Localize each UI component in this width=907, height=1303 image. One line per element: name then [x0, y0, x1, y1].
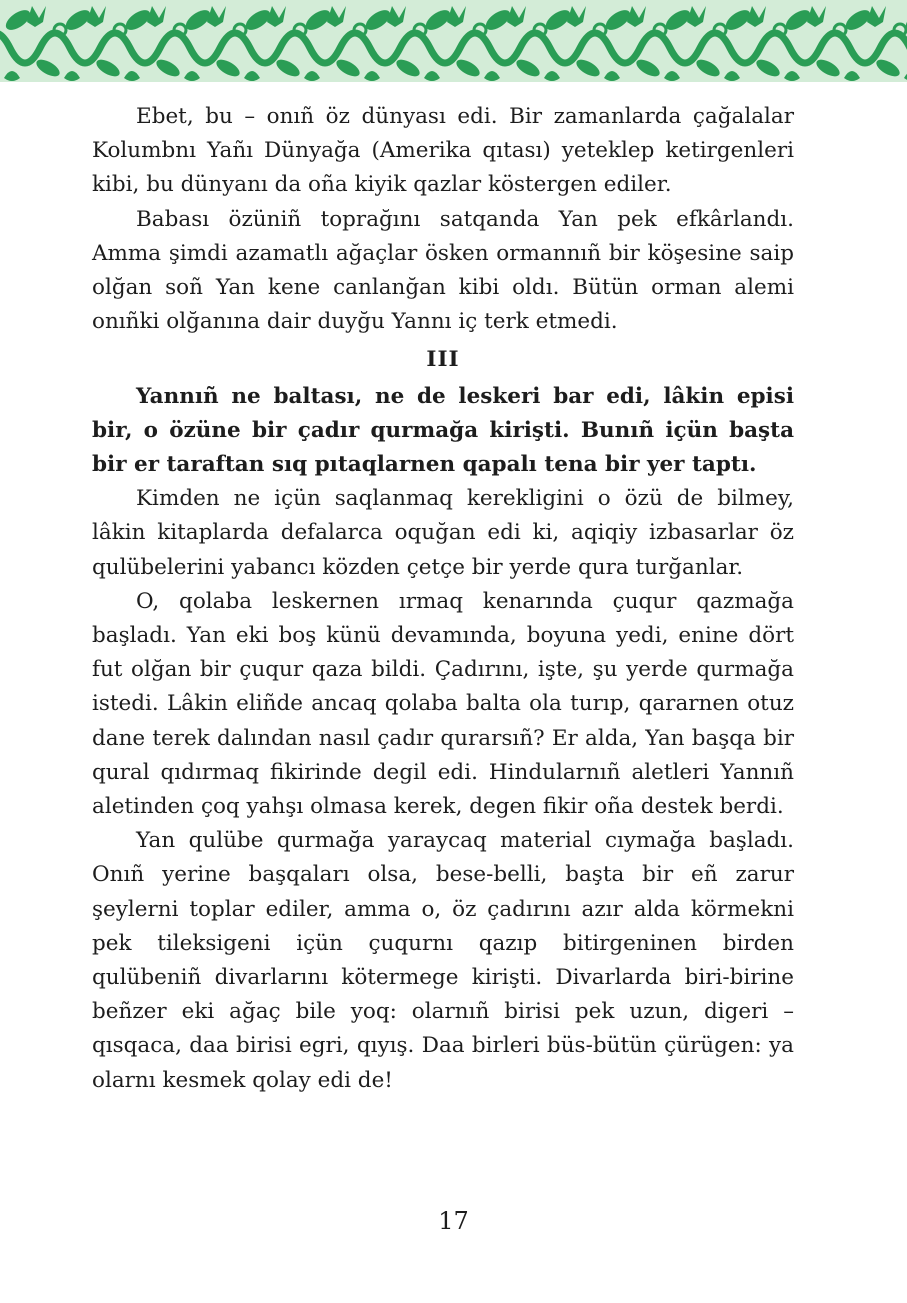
page-body [92, 100, 794, 1098]
chapter-paragraph-4: Yan qulübe qurmağa yaraycaq material cıymağa başladı. Onıñ yerine başqaları olsa, bese-belli, başta bir eñ zarur şeylerni toplar ediler, amma o, öz çadırını azır alda körmekni pek tileksigeni içün çuqurnı qazıp bitirgeninen birden qulübeniñ divarlarını kötermege kirişti. Divarlarda biri-birine beñzer eki ağaç bile yoq: olarnıñ birisi pek uzun, digeri – qısqaca, daa birisi egri, qıyış. Daa birleri büs-bütün çürügen: ya olarnı kesmek qolay edi de! [92, 828, 794, 1093]
paragraph-2: Babası özüniñ toprağını satqanda Yan pek efkârlandı. Amma şimdi azamatlı ağaçlar ösken ormannıñ bir köşesine saip olğan soñ Yan kene canlanğan kibi oldı. Bütün orman alemi onıñki olğanına dair duyğu Yannı iç terk etmedi. [92, 206, 794, 335]
chapter-paragraph-2: Kimden ne içün saqlanmaq kerekligini o özü de bilmey, lâkin kitaplarda defalarca oquğan edi ki, aqiqiy izbasarlar öz qulübelerini yabancı közden çetçe bir yerde qura turğanlar. [92, 486, 794, 580]
chapter-paragraph-3: O, qolaba leskernen ırmaq kenarında çuqur qazmağa başladı. Yan eki boş künü devamında, boyuna yedi, enine dört fut olğan bir çuqur qaza bildi. Çadırını, işte, şu yerde qurmağa istedi. Lâkin eliñde ancaq qolaba balta ola turıp, qararnen otuz dane terek dalından nasıl çadır qurarsıñ? Er alda, Yan başqa bir qural qıdırmaq fikirinde degil edi. Hindularnıñ aletleri Yannıñ aletinden çoq yahşı olmasa kerek, degen fikir oña destek berdi. [92, 588, 794, 820]
chapter-heading: III [426, 347, 460, 373]
paragraph-1: Ebet, bu – onıñ öz dünyası edi. Bir zamanlarda çağalalar Kolumbnı Yañı Dünyağa (Amerika qıtası) yeteklep ketirgenleri kibi, bu dünyanı da oña kiyik qazlar köstergen ediler. [92, 104, 794, 198]
page-number: 17 [438, 1207, 469, 1235]
floral-ornament-icon [0, 0, 907, 82]
chapter-paragraph-1: Yannıñ ne baltası, ne de leskeri bar edi, lâkin episi bir, o özüne bir çadır qurmağa kirişti. Bunıñ içün başta bir er taraftan sıq pıtaqlarnen qapalı tena bir yer taptı. [92, 383, 794, 478]
decorative-header-banner [0, 0, 907, 82]
